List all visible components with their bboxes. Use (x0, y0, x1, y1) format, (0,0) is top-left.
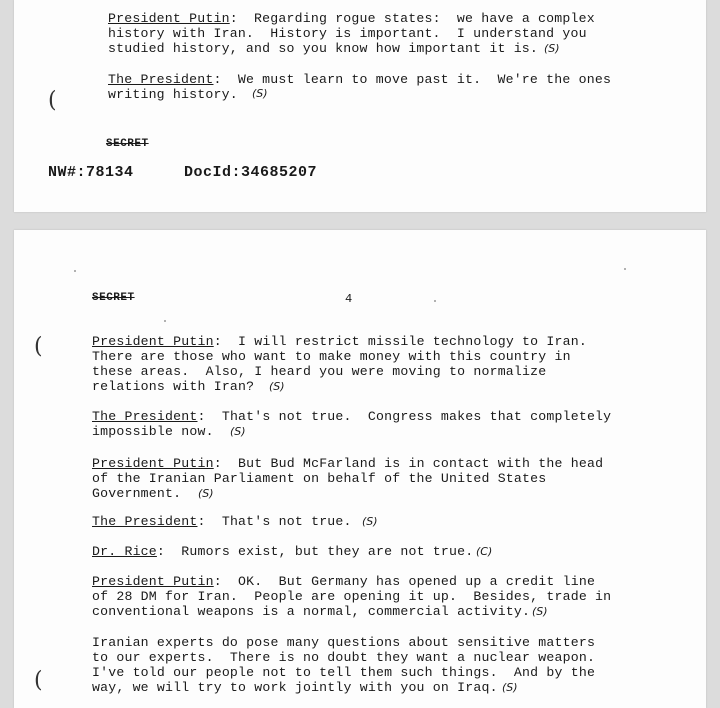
president-line-2: writing history. (108, 87, 238, 102)
block-3-line-0: The President: That's not true. (92, 514, 352, 529)
speaker-label: President Putin (92, 574, 214, 589)
block-5-line-2: conventional weapons is a normal, commercial activity. (92, 604, 531, 619)
margin-bracket-top: ( (34, 334, 43, 359)
classification-mark: (S) (269, 380, 285, 393)
block-6-line-3: way, we will try to work jointly with you on Iraq. (92, 680, 498, 695)
classification-mark: (S) (362, 515, 378, 528)
secret-stamp: SECRET (92, 292, 135, 304)
putin-line-3: studied history, and so you know how important it is. (108, 41, 539, 56)
speaker-label: The President (92, 409, 198, 424)
block-5-line-1: of 28 DM for Iran. People are opening it up. Besides, trade in (92, 589, 612, 604)
block-1-line-1: impossible now. (92, 424, 214, 439)
document-page-2 (14, 230, 706, 708)
block-4-line-0: Dr. Rice: Rumors exist, but they are not true. (92, 544, 474, 559)
classification-mark: (S) (230, 425, 246, 438)
scan-speck (164, 320, 166, 322)
block-2-line-1: of the Iranian Parliament on behalf of the United States (92, 471, 547, 486)
block-6-line-0: Iranian experts do pose many questions about sensitive matters (92, 635, 596, 650)
page-number: 4 (345, 292, 353, 306)
classification-mark: (S) (532, 605, 548, 618)
speaker-label: President Putin (92, 334, 214, 349)
doc-id: DocId:34685207 (184, 164, 318, 181)
president-line-1: The President: We must learn to move past it. We're the ones (108, 72, 612, 87)
classification-mark: (C) (476, 545, 493, 558)
block-2-line-2: Government. (92, 486, 182, 501)
block-2-line-0: President Putin: But Bud McFarland is in contact with the head (92, 456, 604, 471)
margin-bracket: ( (48, 88, 57, 113)
block-6-line-2: I've told our people not to tell them such things. And by the (92, 665, 596, 680)
putin-line-2: history with Iran. History is important. I understand you (108, 26, 587, 41)
block-0-line-1: There are those who want to make money with this country in (92, 349, 571, 364)
secret-stamp: SECRET (106, 138, 149, 150)
scan-speck (624, 268, 626, 270)
block-0-line-2: these areas. Also, I heard you were moving to normalize (92, 364, 547, 379)
block-6-line-1: to our experts. There is no doubt they want a nuclear weapon. (92, 650, 596, 665)
speaker-label: President Putin (92, 456, 214, 471)
classification-mark: (S) (544, 42, 560, 55)
classification-mark: (S) (198, 487, 214, 500)
speaker-label: Dr. Rice (92, 544, 157, 559)
margin-bracket-bottom: ( (34, 668, 43, 693)
speaker-label: President Putin (108, 11, 230, 26)
block-1-line-0: The President: That's not true. Congress makes that completely (92, 409, 612, 424)
block-5-line-0: President Putin: OK. But Germany has opened up a credit line (92, 574, 596, 589)
scan-speck (434, 300, 436, 302)
nw-number: NW#:78134 (48, 164, 134, 181)
speaker-label: The President (108, 72, 214, 87)
scan-speck (74, 270, 76, 272)
block-0-line-0: President Putin: I will restrict missile technology to Iran. (92, 334, 587, 349)
speaker-label: The President (92, 514, 198, 529)
block-0-line-3: relations with Iran? (92, 379, 255, 394)
putin-line-1: President Putin: Regarding rogue states: we have a complex (108, 11, 595, 26)
classification-mark: (S) (502, 681, 518, 694)
document-page-1 (14, 0, 706, 212)
classification-mark: (S) (252, 87, 268, 100)
